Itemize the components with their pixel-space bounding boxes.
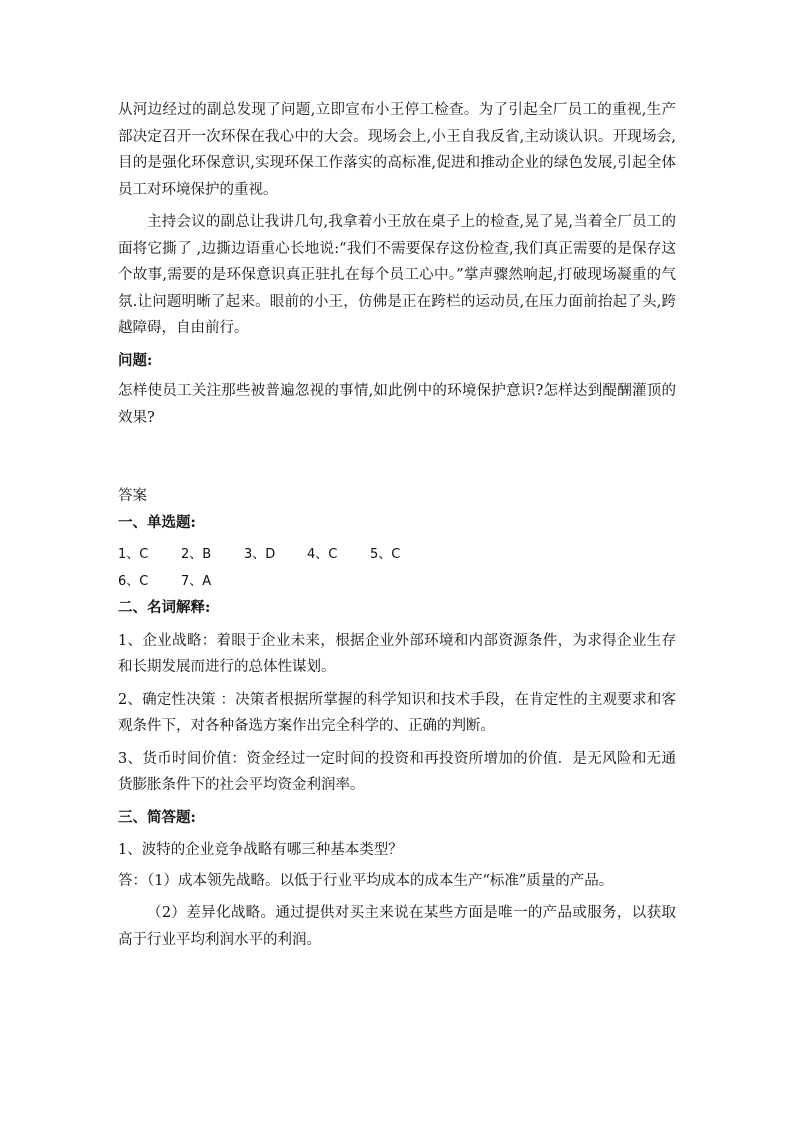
- section-title-single-choice: 一、单选题:: [118, 513, 196, 531]
- mc-answer: 4、C: [307, 547, 338, 562]
- mc-answer: 6、C: [118, 573, 149, 589]
- term-definition-2: 2、确定性决策 ：决策者根据所掌握的科学知识和技术手段，在肯定性的主观要求和客观条件下，对各种备选方案作出完全科学的、正确的判断。: [118, 691, 676, 734]
- mc-answer: 7、A: [181, 573, 212, 589]
- question-text: 怎样使员工关注那些被普遍忽视的事情,如此例中的环境保护意识?怎样达到醍醐灌顶的效果?: [118, 383, 676, 426]
- story-paragraph-1: 从河边经过的副总发现了问题,立即宣布小王停工检查。为了引起全厂员工的重视,生产部决定召开一次环保在我心中的大会。现场会上,小王自我反省,主动谈认识。开现场会,目的是强化环保意识,实现环保工作落实的高标准,促进和推动企业的绿色发展,引起全体员工对环境保护的重视。: [118, 102, 676, 198]
- mc-answer: 2、B: [181, 547, 212, 562]
- mc-answer: 1、C: [118, 547, 149, 562]
- section-title-short-answer: 三、简答题:: [118, 808, 196, 826]
- mc-answers-row-2: [118, 569, 676, 596]
- term-definition-3: 3、货币时间价值：资金经过一定时间的投资和再投资所增加的价值．是无风险和无通货膨胀条件下的社会平均资金利润率。: [118, 750, 676, 793]
- spacer: [118, 431, 676, 483]
- short-answer-2: （2）差异化战略。通过提供对买主来说在某些方面是唯一的产品或服务，以获取高于行业平均利润水平的利润。: [118, 905, 676, 948]
- term-definition-1: 1、企业战略：着眼于企业未来，根据企业外部环境和内部资源条件，为求得企业生存和长期发展而进行的总体性谋划。: [118, 632, 676, 675]
- short-answer-question-1: 1、波特的企业竞争战略有哪三种基本类型？: [118, 842, 403, 858]
- mc-answers-row-1: [118, 542, 676, 569]
- mc-answer: 5、C: [370, 547, 401, 562]
- short-answer-1: 答：（1）成本领先战略。以低于行业平均成本的成本生产“标准”质量的产品。: [118, 872, 614, 889]
- section-title-terms: 二、名词解释:: [118, 599, 211, 616]
- question-label: 问题:: [118, 351, 153, 369]
- mc-answer: 3、D: [244, 547, 276, 562]
- story-paragraph-2: 主持会议的副总让我讲几句,我拿着小王放在桌子上的检查,晃了晃,当着全厂员工的面将它撕了 ,边撕边语重心长地说:“我们不需要保存这份检查,我们真正需要的是保存这个故事,需要的是环保意识真正驻扎在每个员工心中。”掌声骤然响起,打破现场凝重的气氛.让问题明晰了起来。眼前的小王，仿佛是正在跨栏的运动员,在压力面前抬起了头,跨越障碍，自由前行。: [118, 214, 676, 336]
- answer-title: 答案: [118, 488, 147, 504]
- document-page: [118, 97, 676, 953]
